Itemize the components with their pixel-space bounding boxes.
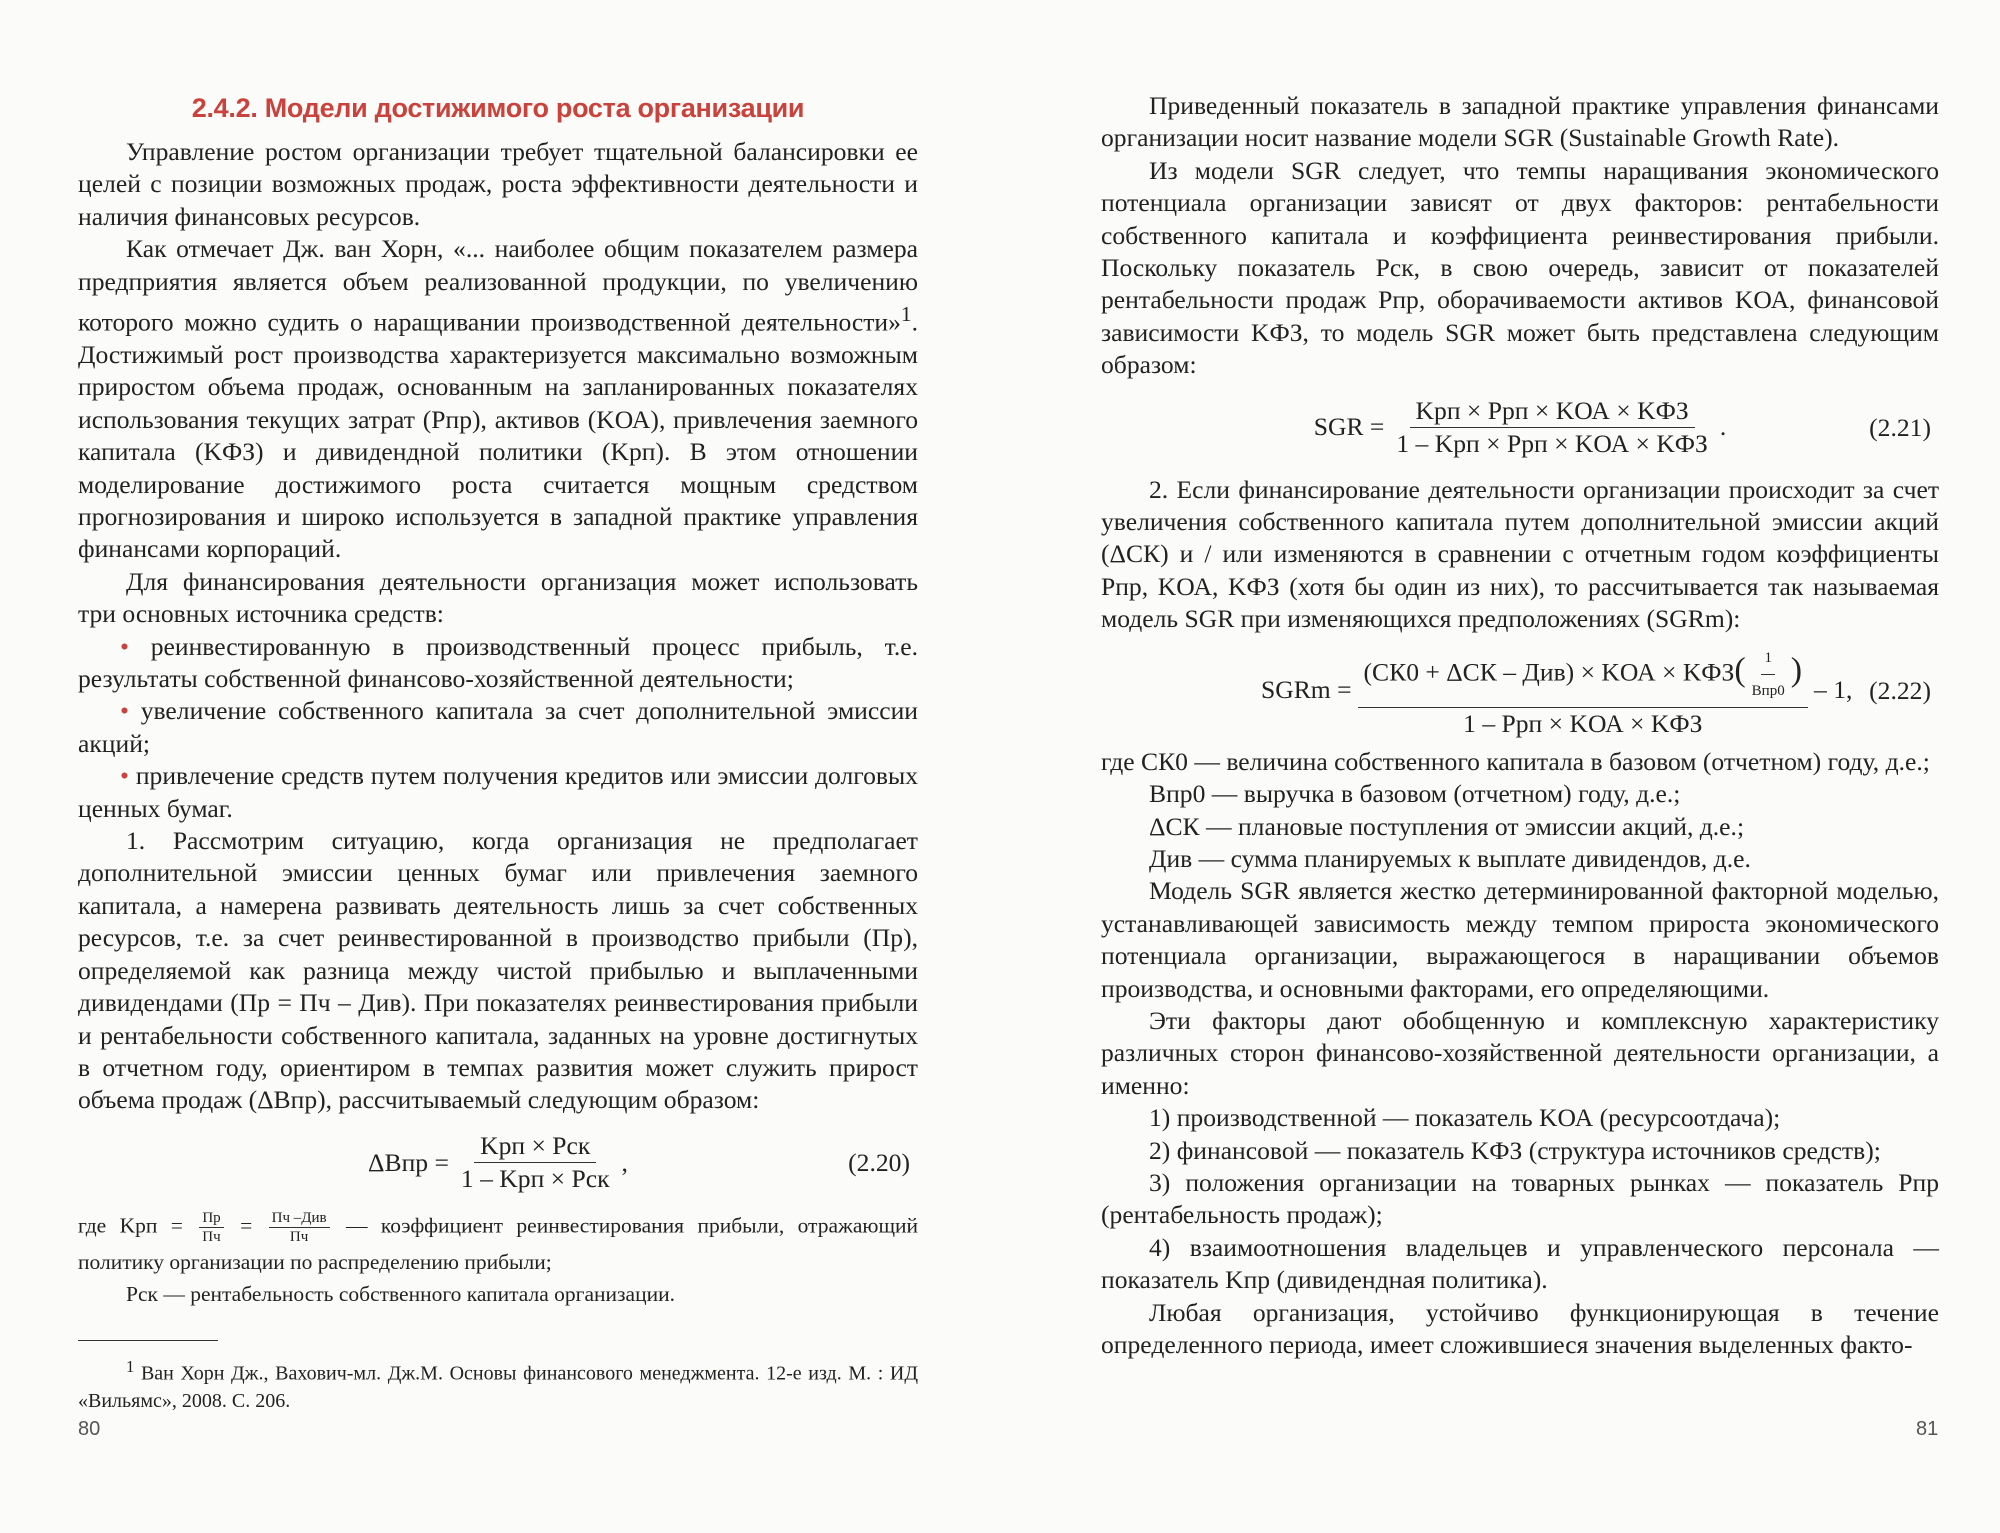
formula-lhs: ΔBпр = (368, 1147, 449, 1177)
paragraph: Из модели SGR следует, что темпы наращивания экономического потенциала организации зависят от двух факторов: рентабельности собственного капитала и коэффициента реинвестирования прибыли. Поскольку показатель Pск, в свою очередь, зависит от показателей рентабельности продаж Pпр, оборачиваемости активов KОА, финансовой зависимости KФЗ, то модель SGR может быть представлена следующим образом: (1101, 155, 1939, 380)
formula-lhs: SGRm = (1261, 675, 1352, 705)
where-definition: ΔСК — плановые поступления от эмиссии акций, д.е.; (1149, 811, 1745, 841)
inner-numerator: 1 (1761, 642, 1775, 675)
quote-text: Как отмечает Дж. ван Хорн, «... наиболее общим показателем размера предприятия является объем реализованной продукции, по увеличению которого можно судить о наращивании производственной деятельности» (78, 234, 918, 337)
footnote-ref[interactable]: 1 (900, 302, 912, 327)
left-text-column (78, 82, 918, 1415)
paragraph: Управление ростом организации требует тщательной балансировки ее целей с позиции возможных продаж, роста эффективности деятельности и наличия финансовых ресурсов. (78, 137, 918, 231)
equals-sign: = (240, 1213, 253, 1238)
equation-number: (2.22) (1869, 675, 1931, 705)
bullet-marker: • (120, 631, 129, 661)
bullet-text: привлечение средств путем получения кредитов или эмиссии долговых ценных бумаг. (78, 761, 918, 823)
fraction-numerator: Kрп × Pрп × KОА × KФЗ (1410, 395, 1695, 428)
where-definition: Bпр0 — выручка в базовом (отчетном) году, д.е.; (1149, 779, 1681, 809)
right-text-column (1101, 90, 1939, 1361)
fraction-numerator: Пр (199, 1209, 223, 1228)
list-item: 1) производственной — показатель KОА (ресурсоотдача); (1149, 1103, 1781, 1133)
fraction-numerator: Пч –Див (269, 1209, 330, 1228)
bullet-text: увеличение собственного капитала за счет дополнительной эмиссии акций; (78, 696, 918, 758)
fraction-denominator: 1 – Pрп × KОА × KФЗ (1463, 708, 1703, 738)
where-definition: где СК0 — величина собственного капитала в базовом (отчетном) году, д.е.; (1101, 746, 1930, 776)
quote-continuation: . Достижимый рост производства характеризуется максимально возможным приростом объема продаж, основанным на запланированных показателях использования текущих затрат (Pпр), активов (KОА), привлечения заемного капитала (KФЗ) и дивидендной политики (Kрп). В этом отношении моделирование достижимого роста считается мощным средством прогнозирования и широко используется в западной практике управления финансами корпораций. (78, 307, 918, 564)
right-page (1000, 0, 2000, 1533)
bullet-item (78, 695, 918, 760)
equation-number: (2.21) (1869, 412, 1931, 442)
fraction-numerator: Kрп × Pск (474, 1130, 596, 1163)
formula-2-22 (1101, 636, 1939, 746)
fraction-denominator: Пч (289, 1228, 309, 1245)
small-fraction (199, 1209, 223, 1246)
numerator-text: (СК0 + ΔСК – Див) × KОА × KФЗ (1363, 657, 1735, 687)
paragraph: 2. Если финансирование деятельности организации происходит за счет увеличения собственного капитала путем дополнительной эмиссии акций (ΔСК) и / или изменяются в сравнении с отчетным годом коэффициенты Pпр, KОА, KФЗ (хотя бы один из них), то рассчитывается так называемая модель SGR при изменяющихся предположениях (SGRm): (1101, 474, 1939, 634)
formula-2-20 (78, 1117, 918, 1209)
formula-tail: . (1719, 412, 1727, 442)
list-item: 4) взаимоотношения владельцев и управленческого персонала — показатель Kпр (дивидендная политика). (1101, 1232, 1939, 1295)
footnote-text: Ван Хорн Дж., Вахович-мл. Дж.М. Основы финансового менеджмента. 12-е изд. М. : ИД «Вильямс», 2008. С. 206. (78, 1362, 919, 1413)
formula-fraction (455, 1130, 616, 1195)
fraction-denominator: Пч (202, 1228, 221, 1245)
bullet-item (78, 631, 918, 696)
fraction-numerator: (СК0 + ΔСК – Див) × KОА × KФЗ( $\frac{1}{\text{Bпр0}}$ ) (1358, 642, 1809, 708)
fraction-denominator: 1 – Kрп × Pск (460, 1164, 610, 1194)
formula-2-21 (1101, 382, 1939, 474)
paragraph-quote (78, 233, 918, 566)
formula-tail: , (621, 1147, 628, 1177)
paragraph: Эти факторы дают обобщенную и комплексную характеристику различных сторон финансово-хозяйственной деятельности организации, а именно: (1101, 1005, 1939, 1100)
paragraph: 1. Рассмотрим ситуацию, когда организация не предполагает дополнительной эмиссии ценных бумаг или привлечения заемного капитала, а намерена развивать деятельность лишь за счет собственных ресурсов, т.е. за счет реинвестированной в производство прибыли (Пр), определяемой как разница между чистой прибылью и выплаченными дивидендами (Пр = Пч – Див). При показателях реинвестирования прибыли и рентабельности собственного капитала, заданных на уровне достигнутых в отчетном году, ориентиром в темпах развития может служить прирост объема продаж (ΔBпр), рассчитываемый следующим образом: (78, 826, 918, 1115)
page-number: 80 (78, 1418, 101, 1440)
bullet-text: реинвестированную в производственный процесс прибыль, т.е. результаты собственной финансово-хозяйственной деятельности; (78, 631, 918, 694)
list-item: 2) финансовой — показатель KФЗ (структура источников средств); (1149, 1135, 1881, 1165)
footnote-divider (78, 1340, 218, 1341)
inner-fraction (1749, 642, 1788, 707)
footnote-mark: 1 (126, 1356, 135, 1376)
equation-number: (2.20) (848, 1147, 910, 1177)
formula-tail: – 1, (1814, 675, 1853, 705)
paragraph: Любая организация, устойчиво функционирующая в течение определенного периода, имеет сложившиеся значения выделенных факто- (1101, 1297, 1939, 1359)
where-definition: Див — сумма планируемых к выплате дивидендов, д.е. (1149, 843, 1751, 873)
where-lead: где Kрп = (78, 1213, 183, 1238)
fraction-denominator: 1 – Kрп × Pрп × KОА × KФЗ (1396, 429, 1708, 459)
list-item: 3) положения организации на товарных рынках — показатель Pпр (рентабельность продаж); (1101, 1167, 1939, 1230)
bullet-item (78, 760, 918, 825)
section-heading: 2.4.2. Модели достижимого роста организации (191, 93, 805, 123)
formula-lhs: SGR = (1313, 412, 1385, 442)
page-number: 81 (1916, 1418, 1939, 1440)
paragraph: Модель SGR является жестко детерминированной факторной моделью, устанавливающей зависимость между темпом прироста экономического потенциала организации, выражающегося в наращивании объемов производства, и основными факторами, его определяющими. (1101, 876, 1939, 1003)
where-definition: Pск — рентабельность собственного капитала организации. (126, 1281, 675, 1306)
formula-fraction (1358, 642, 1809, 740)
inner-denominator: Bпр0 (1751, 682, 1785, 699)
paragraph: Для финансирования деятельности организация может использовать три основных источника средств: (78, 566, 918, 629)
small-fraction (269, 1209, 330, 1246)
where-text: — коэффициент реинвестирования прибыли, отражающий политику организации по распределению прибыли; (78, 1213, 919, 1274)
formula-fraction (1390, 395, 1714, 460)
footnote (78, 1353, 918, 1416)
bullet-marker: • (120, 761, 129, 791)
where-definition (78, 1209, 918, 1278)
bullet-marker: • (120, 696, 129, 726)
paragraph: Приведенный показатель в западной практике управления финансами организации носит название модели SGR (Sustainable Growth Rate). (1101, 91, 1939, 153)
